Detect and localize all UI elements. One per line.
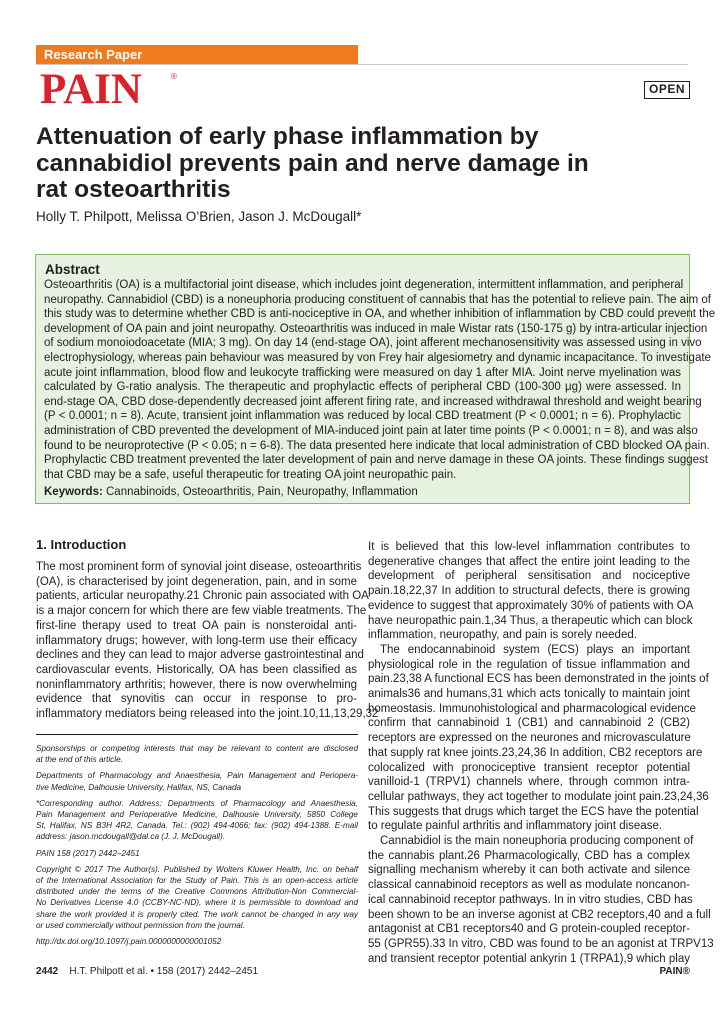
keywords-text: Cannabinoids, Osteoarthritis, Pain, Neuropathy, Inflammation <box>106 486 418 498</box>
abstract-heading: Abstract <box>45 262 100 277</box>
title-line: Attenuation of early phase inflammation by <box>36 123 539 150</box>
article-type-label: Research Paper <box>44 47 143 62</box>
intro-right-line: Cannabidiol is the main noneuphoria producing component of <box>380 835 694 847</box>
abstract-line: this study was to determine whether CBD is anti-nociceptive in OA, and whether inhibition of inflammation by CBD could prevent the <box>44 308 716 321</box>
section-heading-introduction: 1. Introduction <box>36 537 127 552</box>
intro-right-line: pain.23,38 A functional ECS has been demonstrated in the joints of <box>368 673 709 686</box>
footnote-line: No Derivatives License 4.0 (CCBY-NC-ND), where it is permissible to download and <box>36 898 358 908</box>
intro-right-line: receptors are expressed on the neurones and microvasculature <box>368 732 691 745</box>
footer-citation: H.T. Philpott et al. • 158 (2017) 2442–2451 <box>69 966 259 977</box>
footnote-line: share the work provided it is properly cited. The work cannot be changed in any way <box>36 909 358 919</box>
intro-right-line: The endocannabinoid system (ECS) plays an important <box>380 643 690 656</box>
intro-left-line: evidence that synovitis can occur in response to pro- <box>36 693 357 706</box>
intro-left-line: first-line therapy used to treat OA pain is nonsteroidal anti- <box>36 619 357 632</box>
footnote-line: PAIN 158 (2017) 2442–2451 <box>36 848 140 858</box>
footnote-line: http://dx.doi.org/10.1097/j.pain.0000000000001052 <box>36 937 222 946</box>
page-number: 2442 <box>36 966 59 977</box>
intro-right-line: degenerative changes that affect the entire joint leading to the <box>368 555 690 568</box>
intro-left-line: The most prominent form of synovial joint disease, osteoarthritis <box>36 561 362 573</box>
footnote-line: of the International Association for the Study of Pain. This is an open-access article <box>36 876 358 885</box>
footnote-line: St, Halifax, NS B3H 4R2, Canada. Tel.: (902) 494-4066; fax: (902) 494-1388. E-mail <box>36 821 358 831</box>
intro-right-line: vanilloid-1 (TRPV1) channels where, through common intra- <box>368 776 690 789</box>
intro-left-line: inflammatory mediators being released into the joint.10,11,13,29,32 <box>36 708 379 720</box>
footnote-line: at the end of this article. <box>36 755 123 765</box>
intro-right-line: physiological role in the regulation of tissue inflammation and <box>368 658 690 671</box>
intro-left-line: cardiovascular events. Historically, OA has been classified as <box>36 663 357 676</box>
abstract-line: of sodium monoiodoacetate (MIA; 3 mg). On day 14 (end-stage OA), joint afferent mechanosensitivity was assessed using in vivo <box>44 337 702 350</box>
footer-journal-name: PAIN® <box>659 966 690 977</box>
intro-right-line: homeostasis. Immunohistological and pharmacological evidence <box>368 702 696 715</box>
abstract-line: Osteoarthritis (OA) is a multifactorial joint disease, which includes joint degeneration, intermittent inflammation, and peripheral <box>44 279 684 291</box>
journal-logo: PAIN <box>40 66 142 113</box>
intro-right-line: It is believed that this low-level inflammation contributes to <box>368 541 690 553</box>
header-rule <box>36 64 688 65</box>
intro-right-line: been shown to be an inverse agonist at CB2 receptors,40 and a full <box>368 908 711 921</box>
intro-right-line: colocalized with pronociceptive transient receptor potential <box>368 761 690 774</box>
article-title <box>36 124 686 204</box>
intro-right-line: to regulate painful arthritis and inflammatory joint disease. <box>368 820 663 833</box>
abstract-line: administration of CBD prevented the development of MIA-induced joint pain at later time points (P < 0.0001; n = 8), and was also <box>44 425 698 437</box>
intro-right-line: have neuropathic pain.1,34 Thus, a therapeutic which can block <box>368 614 693 627</box>
intro-right-line: signalling mechanism whereby it can both activate and silence <box>368 864 690 877</box>
intro-right-line: ical cannabinoid receptor pathways. In in vitro studies, CBD has <box>368 893 693 906</box>
author-list: Holly T. Philpott, Melissa O’Brien, Jason J. McDougall* <box>36 209 362 224</box>
abstract-line: neuropathy. Cannabidiol (CBD) is a noneuphoria producing constituent of cannabis that has the potential to relieve pain. The aim of <box>44 293 711 306</box>
footnote-line: Copyright © 2017 The Author(s). Published by Wolters Kluwer Health, Inc. on behalf <box>36 864 358 874</box>
intro-left-line: noninflammatory arthritis; however, there is now overwhelming <box>36 678 357 691</box>
intro-left-line: inflammatory drugs; however, with long-term use their efficacy <box>36 634 357 647</box>
keywords-label: Keywords: <box>44 486 103 498</box>
intro-left-line: declines and they can lead to major adverse gastrointestinal and <box>36 649 364 662</box>
intro-right-line: inflammation, neuropathy, and pain is sorely needed. <box>368 629 637 642</box>
abstract-line: development of OA pain and joint neuropathy. Osteoarthritis was induced in male Wistar rats (150-175 g) by intra-articular injection <box>44 322 708 335</box>
intro-right-line: development of peripheral sensitisation and nociceptive <box>368 570 690 583</box>
footnote-rule <box>36 734 358 735</box>
abstract-line: calculated by G-ratio analysis. The therapeutic and prophylactic effects of peripheral CBD (100-300 μg) were assessed. In <box>44 381 681 394</box>
keywords-line <box>44 485 681 499</box>
title-line: rat osteoarthritis <box>36 176 231 203</box>
abstract-line: found to be neuroprotective (P < 0.05; n = 6-8). The data presented here indicate that local administration of CBD blocked OA pain. <box>44 439 710 452</box>
intro-right-line: pain.18,22,37 In addition to structural defects, there is growing <box>368 585 690 598</box>
intro-right-line: the cannabis plant.26 Pharmacologically, CBD has a complex <box>368 849 690 862</box>
open-access-badge: OPEN <box>644 81 690 99</box>
abstract-line: end-stage OA, CBD dose-dependently decreased joint afferent firing rate, and increased withdrawal threshold and weight bearing <box>44 395 702 408</box>
intro-right-line: This suggests that drugs which target the ECS have the potential <box>368 805 699 818</box>
footnote-line: address: jason.mcdougall@dal.ca (J. J. McDougall). <box>36 832 225 842</box>
abstract-line: acute joint inflammation, blood flow and leukocyte trafficking were measured on day 1 after MIA. Joint nerve myelination was <box>44 366 681 379</box>
intro-right-line: 55 (GPR55).33 In vitro, CBD was found to be an agonist at TRPV13 <box>368 937 714 950</box>
abstract-line: Prophylactic CBD treatment prevented the later development of pain and nerve damage in these OA joints. These findings suggest <box>44 454 708 467</box>
intro-left-line: is a major concern for which there are few viable treatments. The <box>36 605 367 618</box>
title-line: cannabidiol prevents pain and nerve damage in <box>36 149 589 177</box>
intro-right-line: classical cannabinoid receptors as well as modulate noncanon- <box>368 879 690 892</box>
footnote-line: *Corresponding author. Address: Departments of Pharmacology and Anaesthesia, <box>36 798 358 808</box>
logo-registered-mark: ® <box>171 72 177 81</box>
footnote-line: distributed under the terms of the Creative Commons Attribution-Non Commercial- <box>36 887 358 897</box>
intro-right-line: animals36 and humans,31 which acts tonically to maintain joint <box>368 688 690 700</box>
footnote-line: Sponsorships or competing interests that may be relevant to content are disclosed <box>36 744 358 753</box>
footnote-line: or used commercially without permission from the journal. <box>36 920 245 930</box>
intro-right-line: antagonist at CB1 receptors40 and G protein-coupled receptor- <box>368 923 690 936</box>
abstract-line: that CBD may be a safe, useful therapeutic for treating OA joint neuropathic pain. <box>44 468 457 481</box>
intro-left-line: patients, articular neuropathy.21 Chronic pain associated with OA <box>36 590 369 603</box>
intro-left-line: (OA), is characterised by joint degeneration, pain, and in some <box>36 575 357 588</box>
page-footer-left <box>36 966 258 977</box>
abstract-line: (P < 0.0001; n = 8). Acute, transient joint inflammation was reduced by local CBD treatment (P < 0.0001; n = 6). Prophylactic <box>44 410 681 423</box>
footnote-line: Departments of Pharmacology and Anaesthesia, Pain Management and Periopera- <box>36 771 358 781</box>
intro-right-line: and transient receptor potential ankyrin 1 (TRPA1),9 which play <box>368 952 690 965</box>
intro-right-line: cellular pathways, they act together to modulate joint pain.23,24,36 <box>368 790 709 803</box>
intro-right-line: evidence to suggest that approximately 30% of patients with OA <box>368 599 694 612</box>
intro-right-line: that supply rat knee joints.23,24,36 In addition, CB2 receptors are <box>368 746 703 759</box>
footnote-line: Pain Management and Perioperative Medicine, Dalhousie University, 5850 College <box>36 810 358 819</box>
footnote-line: tive Medicine, Dalhousie University, Halifax, NS, Canada <box>36 782 242 792</box>
abstract-line: electrophysiology, whereas pain behaviour was measured by von Frey hair algesiometry and dynamic incapacitance. To investigate <box>44 352 711 364</box>
intro-right-line: confirm that cannabinoid 1 (CB1) and cannabinoid 2 (CB2) <box>368 717 690 730</box>
